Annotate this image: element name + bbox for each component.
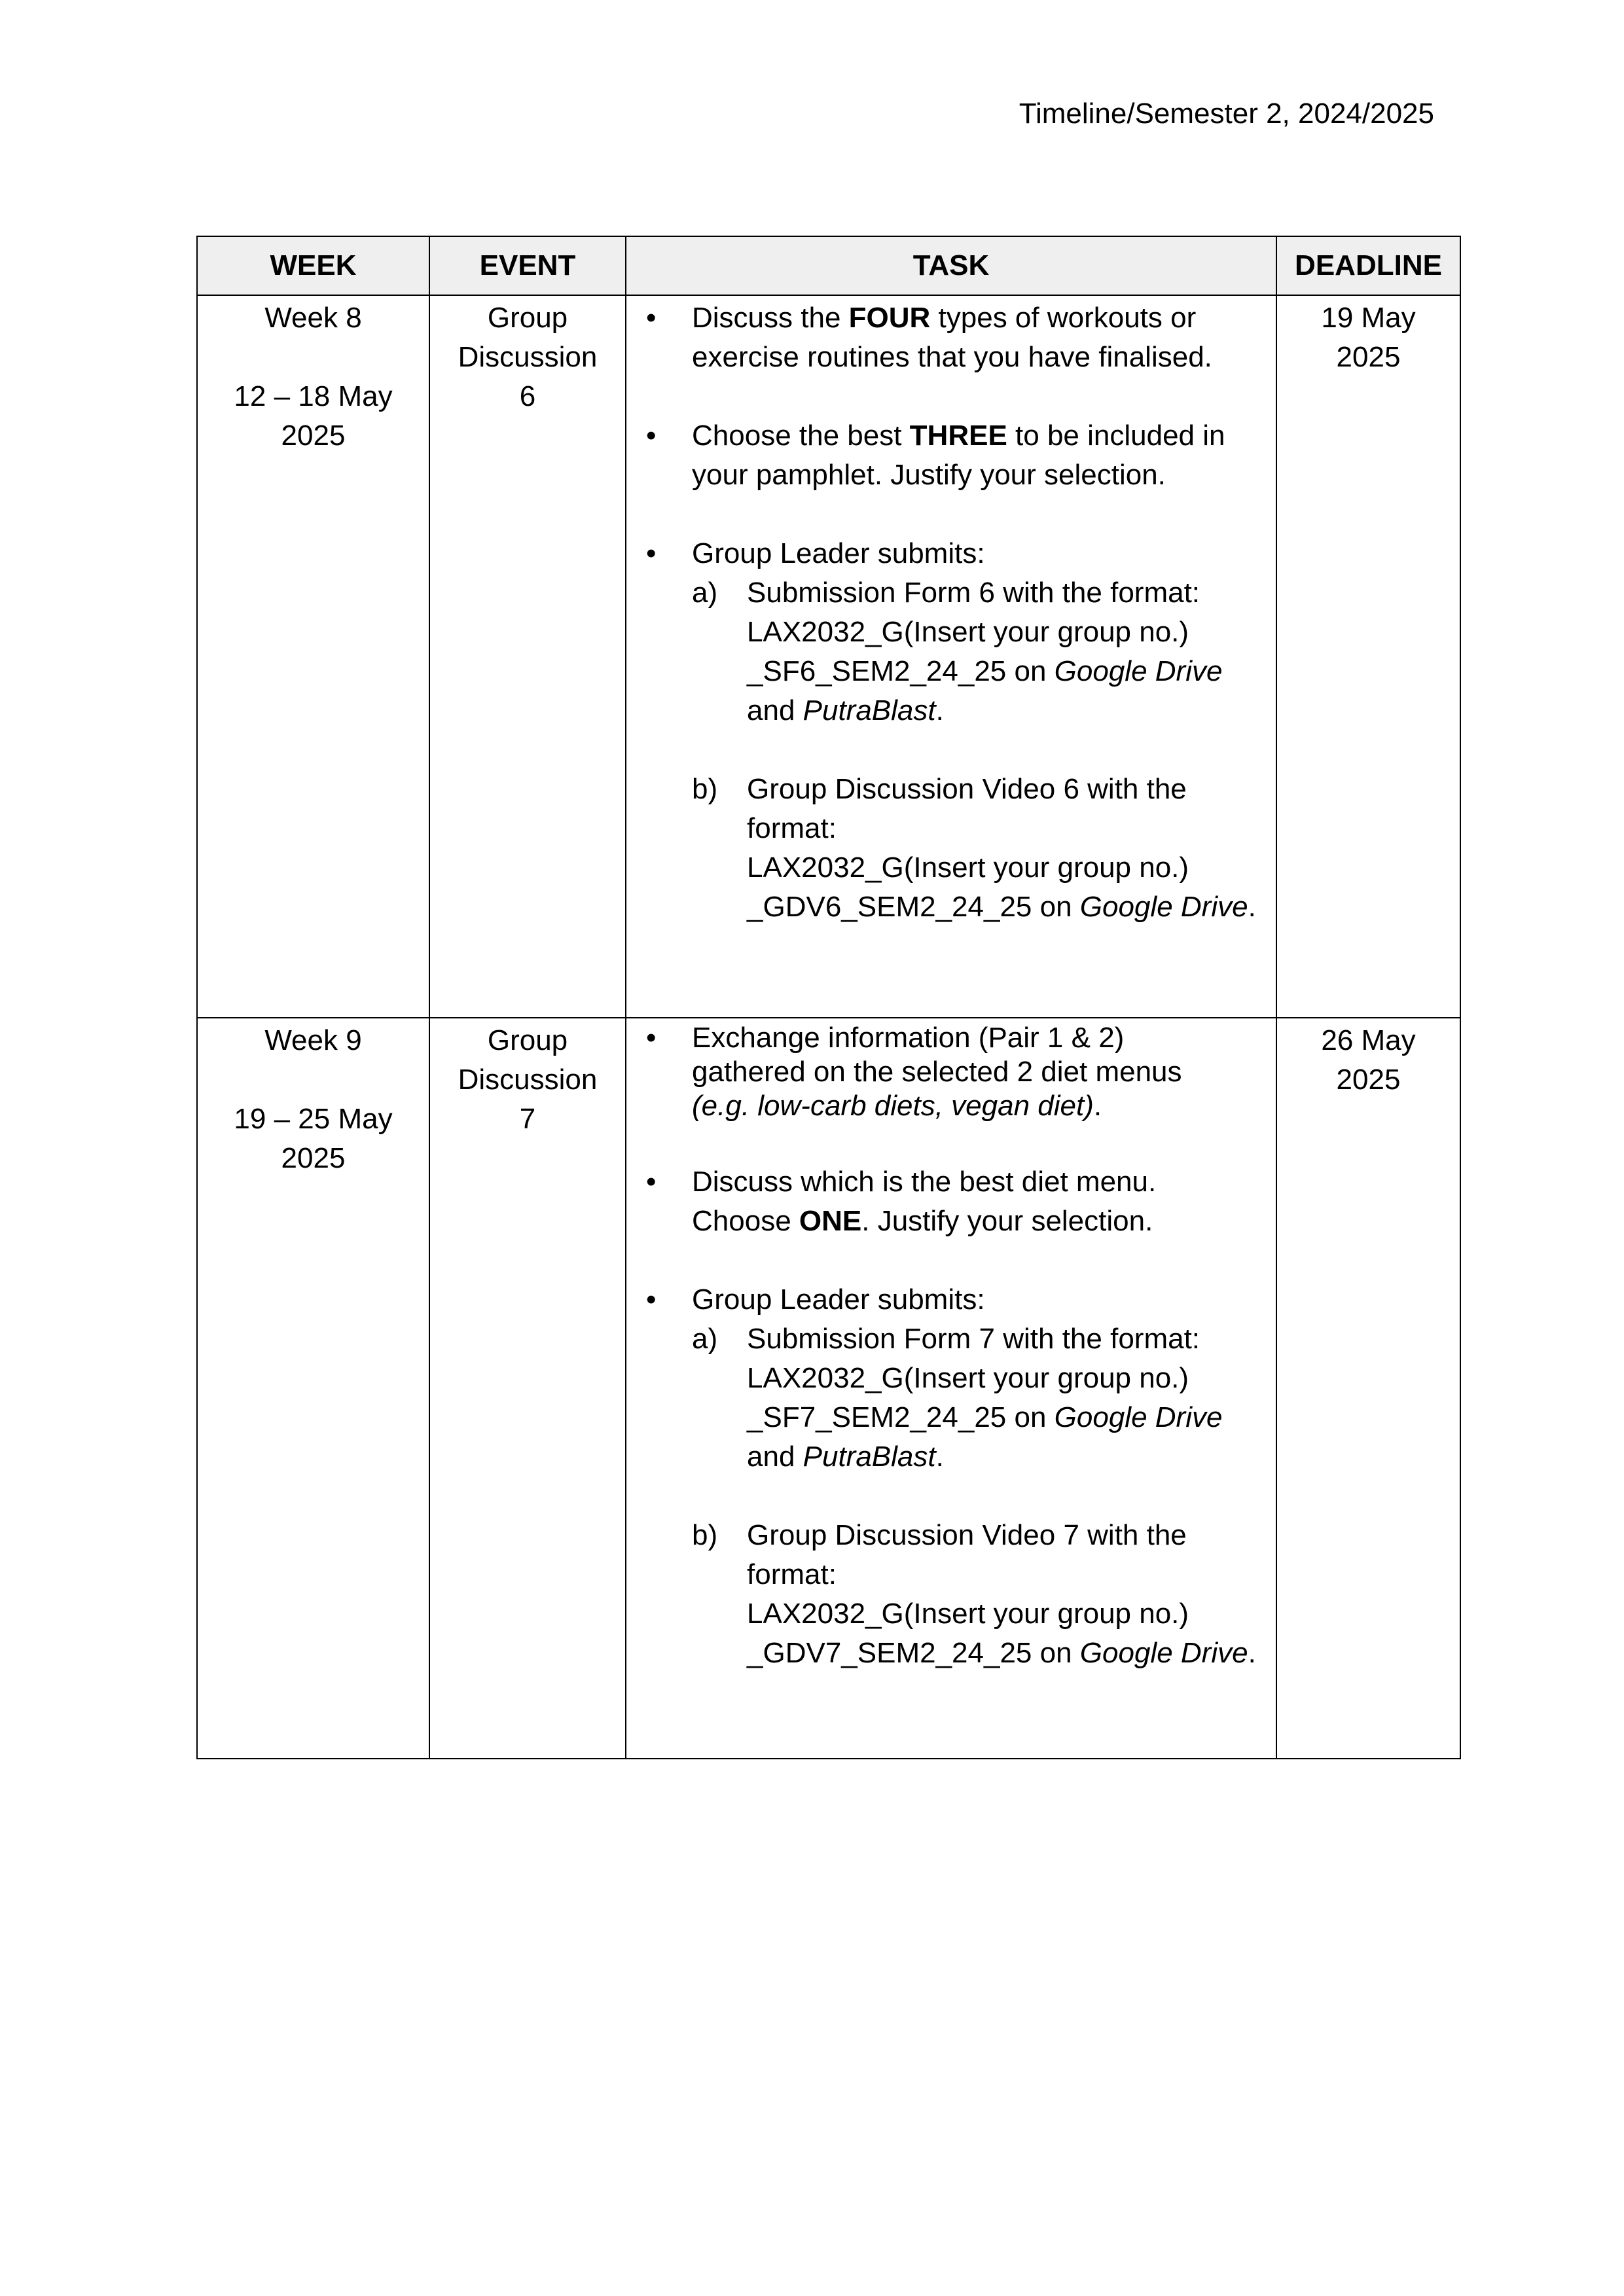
event-line: Group: [487, 1024, 568, 1056]
column-header-week: WEEK: [197, 236, 429, 295]
week-label: Week 9: [264, 1024, 362, 1056]
column-header-deadline: DEADLINE: [1276, 236, 1460, 295]
column-header-event: EVENT: [429, 236, 626, 295]
deadline-year: 2025: [1336, 341, 1401, 373]
event-line: Discussion: [458, 1064, 598, 1096]
task-cell: [626, 1018, 1276, 1759]
bullet-icon: •: [646, 420, 657, 452]
task-bullet: • Exchange information (Pair 1 & 2) gathered on the selected 2 diet menus (e.g. low-carb diets, vegan diet).: [646, 1022, 1182, 1122]
bullet-icon: •: [646, 302, 657, 334]
task-cell: [626, 295, 1276, 1018]
week-cell: [197, 295, 429, 1018]
bullet-icon: •: [646, 1166, 657, 1198]
event-line: Group: [487, 302, 568, 334]
event-cell: [429, 295, 626, 1018]
event-line: Discussion: [458, 341, 598, 373]
table-row: [197, 1018, 1460, 1759]
bullet-icon: •: [646, 1283, 657, 1316]
week-dates: 12 – 18 May: [234, 380, 393, 412]
timeline-table: [196, 236, 1461, 1759]
table-header-row: [197, 236, 1460, 295]
week-year: 2025: [281, 1142, 346, 1174]
week-year: 2025: [281, 420, 346, 452]
task-bullet: • Discuss the FOUR types of workouts or exercise routines that you have finalised.: [636, 298, 1263, 377]
sub-item: b) Group Discussion Video 6 with the format: LAX2032_G(Insert your group no.) _GDV6_SEM2_24_25 on Google Drive.: [692, 773, 1256, 923]
bullet-icon: •: [646, 1022, 657, 1054]
task-bullet: • Choose the best THREE to be included in your pamphlet. Justify your selection.: [636, 416, 1263, 495]
deadline-year: 2025: [1336, 1064, 1401, 1096]
bullet-icon: •: [646, 537, 657, 569]
event-cell: [429, 1018, 626, 1759]
deadline-cell: [1276, 1018, 1460, 1759]
event-number: 7: [519, 1103, 536, 1135]
task-bullet: • Discuss which is the best diet menu. Choose ONE. Justify your selection.: [636, 1162, 1263, 1241]
task-bullet: • Group Leader submits: a) Submission Form 7 with the format: LAX2032_G(Insert your group no.) _SF7_SEM2_24_25 on Google Drive and PutraBlast. b) Group Discussion Video 7 with the format: LAX2032_G(Insert your group no.) _GDV7_SEM2_24_25 on Google Drive.: [636, 1280, 1263, 1673]
deadline-cell: [1276, 295, 1460, 1018]
page-header: Timeline/Semester 2, 2024/2025: [1019, 98, 1434, 130]
event-number: 6: [519, 380, 536, 412]
deadline-date: 19 May: [1321, 302, 1416, 334]
sub-item: b) Group Discussion Video 7 with the format: LAX2032_G(Insert your group no.) _GDV7_SEM2_24_25 on Google Drive.: [692, 1519, 1256, 1669]
column-header-task: TASK: [626, 236, 1276, 295]
sub-item: a) Submission Form 7 with the format: LAX2032_G(Insert your group no.) _SF7_SEM2_24_25 on Google Drive and PutraBlast.: [692, 1323, 1223, 1473]
table-row: [197, 295, 1460, 1018]
week-cell: [197, 1018, 429, 1759]
sub-item: a) Submission Form 6 with the format: LAX2032_G(Insert your group no.) _SF6_SEM2_24_25 on Google Drive and PutraBlast.: [692, 577, 1223, 726]
week-dates: 19 – 25 May: [234, 1103, 393, 1135]
task-bullet: • Group Leader submits: a) Submission Form 6 with the format: LAX2032_G(Insert your group no.) _SF6_SEM2_24_25 on Google Drive and PutraBlast. b) Group Discussion Video 6 with the format: LAX2032_G(Insert your group no.) _GDV6_SEM2_24_25 on Google Drive.: [636, 534, 1263, 927]
deadline-date: 26 May: [1321, 1024, 1416, 1056]
week-label: Week 8: [264, 302, 362, 334]
